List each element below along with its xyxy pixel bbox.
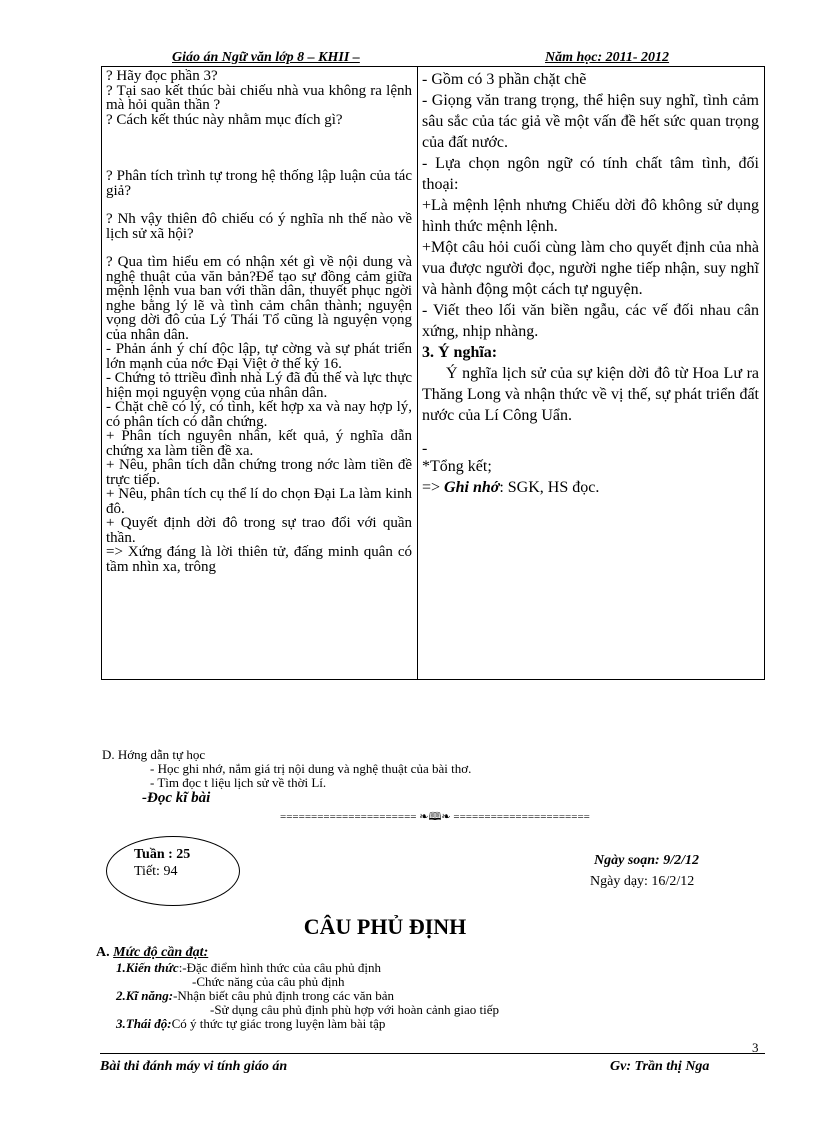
- y-nghia-heading: 3. Ý nghĩa:: [422, 344, 498, 361]
- objective-label: 3.Thái độ:: [116, 1016, 172, 1031]
- answer-line: - Viết theo lối văn biền ngẫu, các vế đối nhau cân xứng, nhịp nhàng.: [422, 302, 759, 340]
- question-line: ? Nh vậy thiên đô chiếu có ý nghĩa nh thế nào về lịch sử xã hội?: [106, 211, 412, 242]
- answer-line: +Một câu hỏi cuối cùng làm cho quyết định của nhà vua được người đọc, người nghe tiếp nhận, suy nghĩ và hành động một cách tự nguyện.: [422, 239, 759, 298]
- ghi-nho-prefix: =>: [422, 479, 445, 496]
- question-line: ? Hãy đọc phần 3?: [106, 68, 218, 84]
- ngay-day: Ngày dạy: 16/2/12: [590, 874, 695, 889]
- answer-line: - Giọng văn trang trọng, thể hiện suy nghĩ, tình cảm sâu sắc của tác giả về một vấn đề hết sức quan trọng của đất nước.: [422, 92, 759, 151]
- section-d-title: D. Hớng dẫn tự học: [102, 747, 206, 762]
- ghi-nho-line: [422, 477, 759, 679]
- section-a-prefix: A.: [96, 945, 110, 960]
- answer-paragraph: - Chứng tỏ ttriều đình nhà Lý đã đủ thế và lực thực hiện mọi nguyện vọng của nhân dân.: [106, 370, 412, 401]
- section-a-heading: [96, 945, 208, 961]
- y-nghia-text: Ý nghĩa lịch sử của sự kiện dời đô từ Hoa Lư ra Thăng Long và nhận thức về vị thế, sự phát triển đất nước của Lí Công Uẩn.: [422, 365, 759, 424]
- question-line: ? Cách kết thúc này nhằm mục đích gì?: [106, 111, 343, 128]
- question-line: ? Tại sao kết thúc bài chiếu nhà vua không ra lệnh mà hỏi quần thần ?: [106, 82, 412, 113]
- objective-text: -Sử dụng câu phủ định phù hợp với hoàn cảnh giao tiếp: [210, 1002, 500, 1017]
- lesson-table: [101, 66, 765, 680]
- answer-paragraph: + Quyết định dời đô trong sự trao đổi với quần thần.: [106, 515, 412, 546]
- tiet-label: Tiết: 94: [134, 864, 178, 879]
- page-number: 3: [752, 1040, 759, 1055]
- ngay-soan: Ngày soạn: 9/2/12: [594, 853, 699, 868]
- footer-rule: [100, 1053, 765, 1054]
- answer-paragraph: => Xứng đáng là lời thiên tử, đấng minh quân có tầm nhìn xa, trông: [106, 544, 412, 575]
- objective-label: 2.Kĩ năng:: [116, 988, 174, 1003]
- answer-paragraph: + Phân tích nguyên nhân, kết quả, ý nghĩa dẫn chứng xa làm tiền đề xa.: [106, 428, 412, 459]
- header-right: Năm học: 2011- 2012: [545, 50, 670, 65]
- footer-left: Bài thi đánh máy vi tính giáo án: [100, 1059, 288, 1074]
- objective-text: -Chức năng của câu phủ định: [192, 974, 345, 989]
- dash-line: -: [422, 440, 428, 457]
- answer-line: +Là mệnh lệnh nhưng Chiếu dời đô không sử dụng hình thức mệnh lệnh.: [422, 197, 759, 235]
- objective-text: -Nhận biết câu phủ định trong các văn bản: [173, 988, 395, 1003]
- tuan-label: Tuần : 25: [134, 847, 191, 862]
- section-d-item: - Học ghi nhớ, nắm giá trị nội dung và nghệ thuật của bài thơ.: [150, 761, 472, 776]
- objective-text: :-Đặc điểm hình thức của câu phủ định: [178, 960, 382, 975]
- objective-label: 1.Kiến thức: [116, 960, 179, 975]
- footer-right: Gv: Trần thị Nga: [610, 1059, 710, 1074]
- answers-column: [418, 67, 765, 680]
- ghi-nho-text: : SGK, HS đọc.: [499, 479, 600, 496]
- objective-text: Có ý thức tự giác trong luyện làm bài tập: [171, 1016, 386, 1031]
- section-a-title: Mức độ cần đạt:: [113, 945, 209, 960]
- header-left: Giáo án Ngữ văn lớp 8 – KHII –: [172, 50, 360, 65]
- lesson-title: CÂU PHỦ ĐỊNH: [303, 914, 467, 939]
- answer-paragraph: - Phản ánh ý chí độc lập, tự cờng và sự phát triển lớn mạnh của nớc Đại Việt ở thế kỷ 16.: [106, 341, 412, 372]
- answer-paragraph: - Chặt chẽ có lý, có tình, kết hợp xa và nay hợp lý, có phân tích có dẫn chứng.: [106, 399, 412, 430]
- question-line: ? Phân tích trình tự trong hệ thống lập luận của tác giả?: [106, 168, 412, 199]
- answer-paragraph: ? Qua tìm hiểu em có nhận xét gì về nội dung và nghệ thuật của văn bản?Để tạo sự đồng cảm giữa mệnh lệnh vua ban với thần dân, thuyết phục ngời nghe bằng lý lẽ và tình cảm chân thành; nguyện vọng dời đô của Lý Thái Tổ cũng là nguyện vọng của nhân dân.: [106, 254, 412, 343]
- ornament-divider: ====================== ❧🕮❧ ======================: [280, 811, 590, 823]
- tong-ket: *Tổng kết;: [422, 458, 492, 475]
- ghi-nho-label: Ghi nhớ: [444, 479, 500, 496]
- objective-line: [116, 1016, 385, 1032]
- answer-line: - Gồm có 3 phần chặt chẽ: [422, 71, 587, 88]
- answer-line: - Lựa chọn ngôn ngữ có tính chất tâm tình, đối thoại:: [422, 155, 759, 193]
- answer-paragraph: + Nêu, phân tích cụ thể lí do chọn Đại La làm kinh đô.: [106, 486, 412, 517]
- doc-ki-bai: -Đọc kĩ bài: [142, 790, 211, 806]
- questions-column: [102, 67, 418, 680]
- answer-paragraph: + Nêu, phân tích dẫn chứng trong nớc làm tiền đề trực tiếp.: [106, 457, 412, 488]
- section-d-item: - Tìm đọc t liệu lịch sử về thời Lí.: [150, 775, 327, 790]
